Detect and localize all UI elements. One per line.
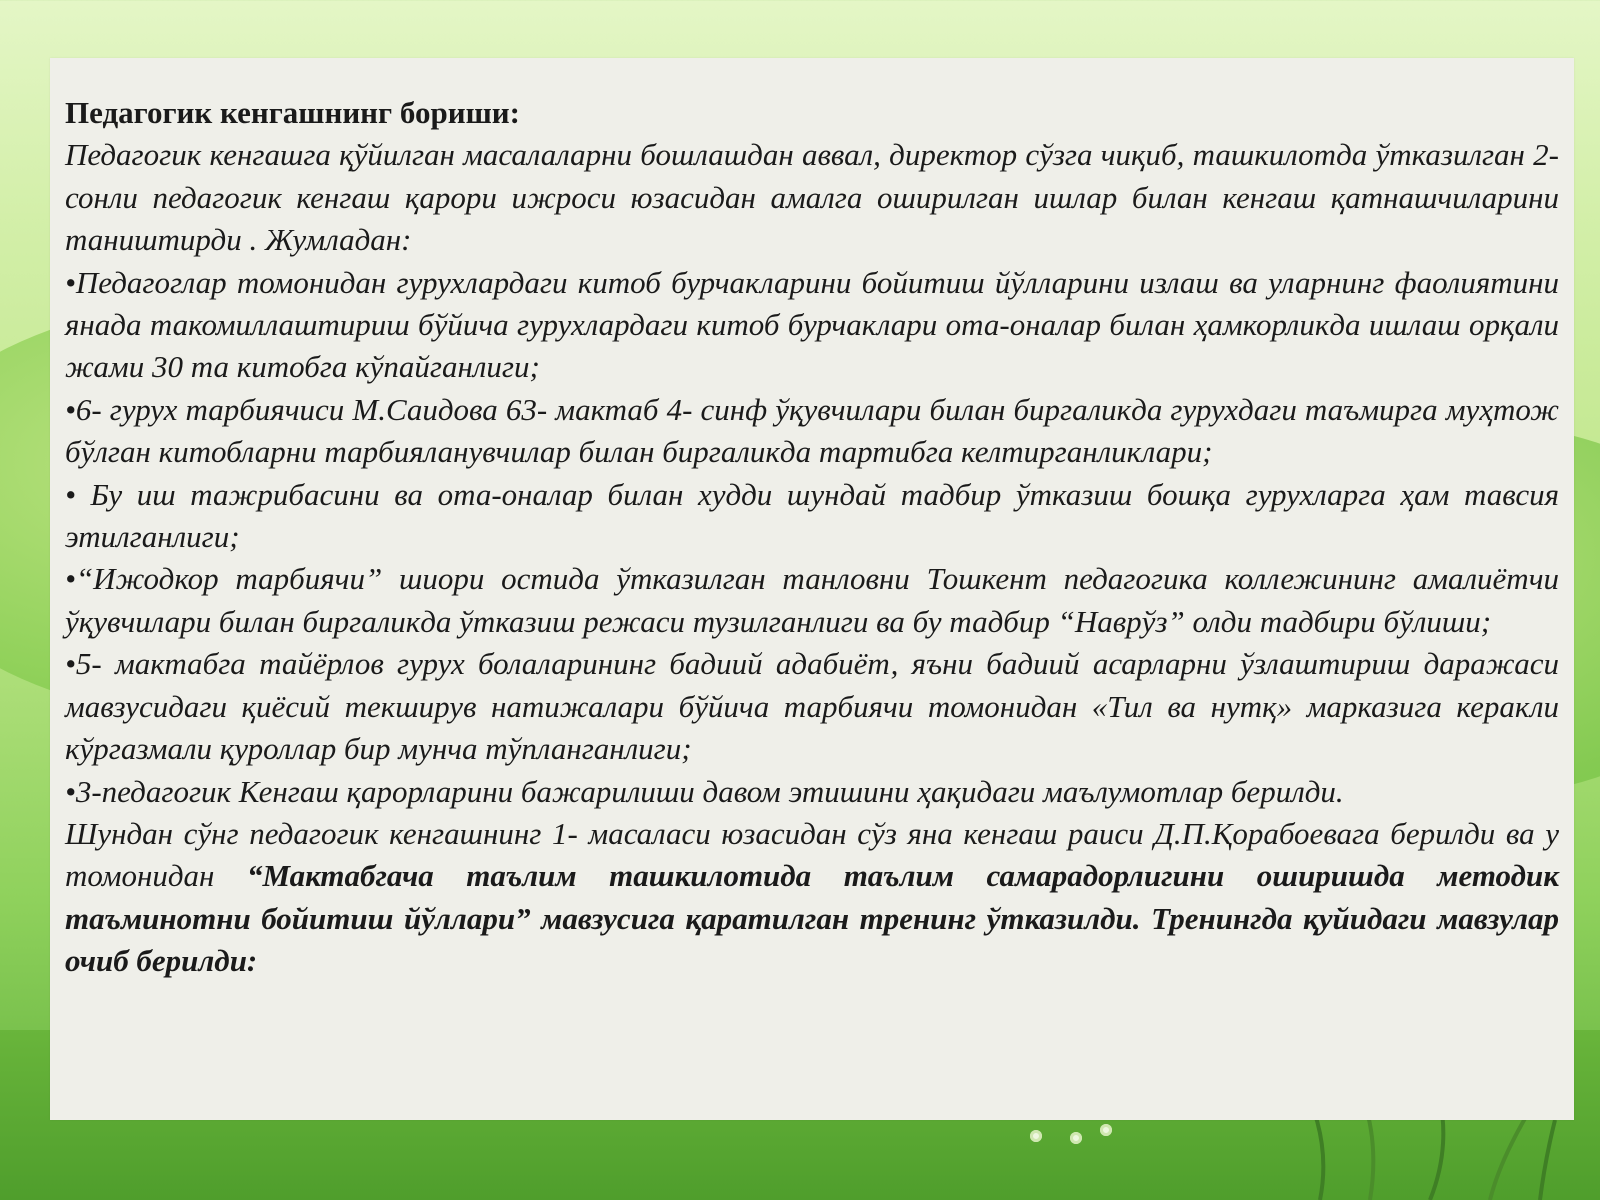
background-flowers — [1030, 1120, 1170, 1160]
closing-paragraph — [65, 813, 1559, 983]
bullet-item: •5- мактабга тайёрлов гурух болаларининг бадиий адабиёт, яъни бадиий асарларни ўзлаштириш даражаси мавзусидаги қиёсий текширув натижалари бўйича тарбиячи томонидан «Тил ва нутқ» марказига керакли кўргазмали қуроллар бир мунча тўпланганлиги; — [65, 646, 1559, 767]
training-topic: “Мактабгача таълим ташкилотида таълим самарадорлигини оширишда методик таъминотни бойитиш йўллари” мавзусига қаратилган тренинг ўтказилди. Тренингда қуйидаги мавзулар очиб берилди: — [65, 858, 1559, 979]
bullet-item: •6- гурух тарбиячиси М.Саидова 63- мактаб 4- синф ўқувчилари билан биргаликда гурухдаги таъмирга муҳтож бўлган китобларни тарбияланувчилар билан биргаликда тартибга келтирганликлари; — [65, 391, 1559, 470]
closing-text: Шундан сўнг педагогик кенгашнинг 1- масаласи юзасидан сўз яна кенгаш раиси Д.П.Қорабоевага берилди ва у томонидан — [65, 815, 1559, 894]
bullet-item: •Педагоглар томонидан гурухлардаги китоб бурчакларини бойитиш йўлларини излаш ва уларнинг фаолиятини янада такомиллаштириш бўйича гурухлардаги китоб бурчаклари ота-оналар билан ҳамкорликда ишлаш орқали жами 30 та китобга кўпайганлиги; — [65, 264, 1559, 385]
section-heading: Педагогик кенгашнинг бориши: — [65, 95, 520, 130]
bullet-item: •3-педагогик Кенгаш қарорларини бажарилиши давом этишини ҳақидаги маълумотлар берилди. — [65, 773, 1344, 809]
bullet-item: •“Ижодкор тарбиячи” шиори остида ўтказилган танловни Тошкент педагогика коллежининг амалиётчи ўқувчилари билан биргаликда ўтказиш режаси тузилганлиги ва бу тадбир “Наврўз” олди тадбири бўлиши; — [65, 561, 1559, 639]
document-body — [65, 92, 1559, 983]
bullet-item: • Бу иш тажрибасини ва ота-оналар билан худди шундай тадбир ўтказиш бошқа гурухларга ҳам тавсия этилганлиги; — [65, 476, 1559, 555]
intro-paragraph: Педагогик кенгашга қўйилган масалаларни бошлашдан аввал, директор сўзга чиқиб, ташкилотда ўтказилган 2-сонли педагогик кенгаш қарори ижроси юзасидан амалга оширилган ишлар билан кенгаш қатнашчиларини таништирди . Жумладан: — [65, 137, 1559, 258]
